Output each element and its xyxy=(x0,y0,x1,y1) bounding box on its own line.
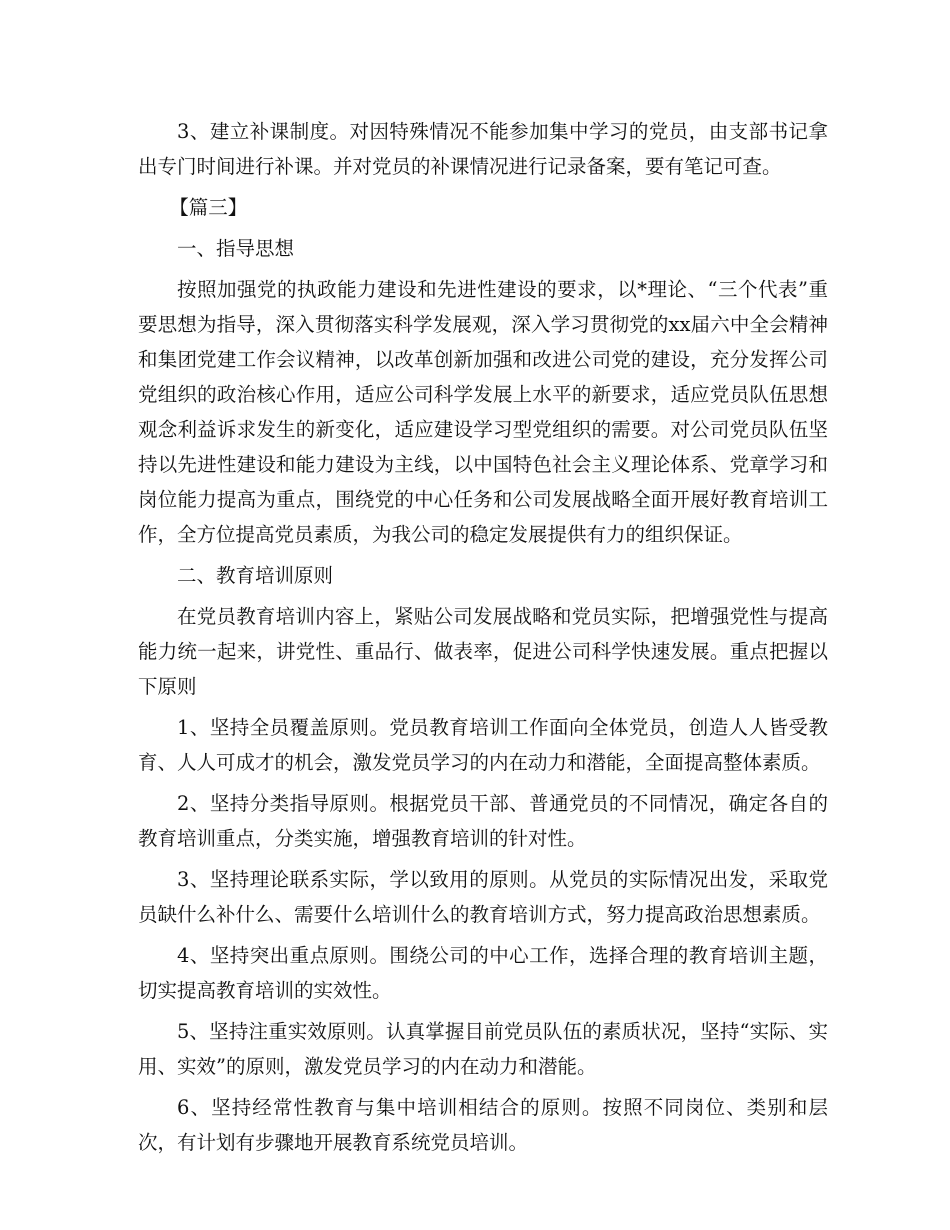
heading-guiding-ideology: 一、指导思想 xyxy=(177,237,295,260)
paragraph-guiding-ideology: 按照加强党的执政能力建设和先进性建设的要求，以*理论、“三个代表”重要思想为指导，深入贯彻落实科学发展观，深入学习贯彻党的xx届六中全会精神和集团党建工作会议精神，以改革创新加强和改进公司党的建设，充分发挥公司党组织的政治核心作用，适应公司科学发展上水平的新要求，适应党员队伍思想观念利益诉求发生的新变化，适应建设学习型党组织的需要。对公司党员队伍坚持以先进性建设和能力建设为主线，以中国特色社会主义理论体系、党章学习和岗位能力提高为重点，围绕党的中心任务和公司发展战略全面开展好教育培训工作，全方位提高党员素质，为我公司的稳定发展提供有力的组织保证。 xyxy=(138,278,828,546)
paragraph-training-content: 在党员教育培训内容上，紧贴公司发展战略和党员实际，把增强党性与提高能力统一起来，讲党性、重品行、做表率，促进公司科学快速发展。重点把握以下原则 xyxy=(138,605,828,698)
principle-item-3: 3、坚持理论联系实际，学以致用的原则。从党员的实际情况出发，采取党员缺什么补什么、需要什么培训什么的教育培训方式，努力提高政治思想素质。 xyxy=(138,868,828,926)
principle-item-5: 5、坚持注重实效原则。认真掌握目前党员队伍的素质状况，坚持“实际、实用、实效”的原则，激发党员学习的内在动力和潜能。 xyxy=(138,1020,828,1078)
principle-item-6: 6、坚持经常性教育与集中培训相结合的原则。按照不同岗位、类别和层次，有计划有步骤地开展教育系统党员培训。 xyxy=(138,1096,828,1154)
principle-item-2: 2、坚持分类指导原则。根据党员干部、普通党员的不同情况，确定各自的教育培训重点，分类实施，增强教育培训的针对性。 xyxy=(138,792,828,850)
heading-training-principles: 二、教育培训原则 xyxy=(177,564,334,587)
principle-item-1: 1、坚持全员覆盖原则。党员教育培训工作面向全体党员，创造人人皆受教育、人人可成才的机会，激发党员学习的内在动力和潜能，全面提高整体素质。 xyxy=(138,716,828,774)
section-title-part-three: 【篇三】 xyxy=(169,196,248,219)
principle-item-4: 4、坚持突出重点原则。围绕公司的中心工作，选择合理的教育培训主题，切实提高教育培训的实效性。 xyxy=(138,944,828,1002)
paragraph-make-up-class-rule: 3、建立补课制度。对因特殊情况不能参加集中学习的党员，由支部书记拿出专门时间进行补课。并对党员的补课情况进行记录备案，要有笔记可查。 xyxy=(138,120,828,178)
document-body xyxy=(138,114,828,1166)
